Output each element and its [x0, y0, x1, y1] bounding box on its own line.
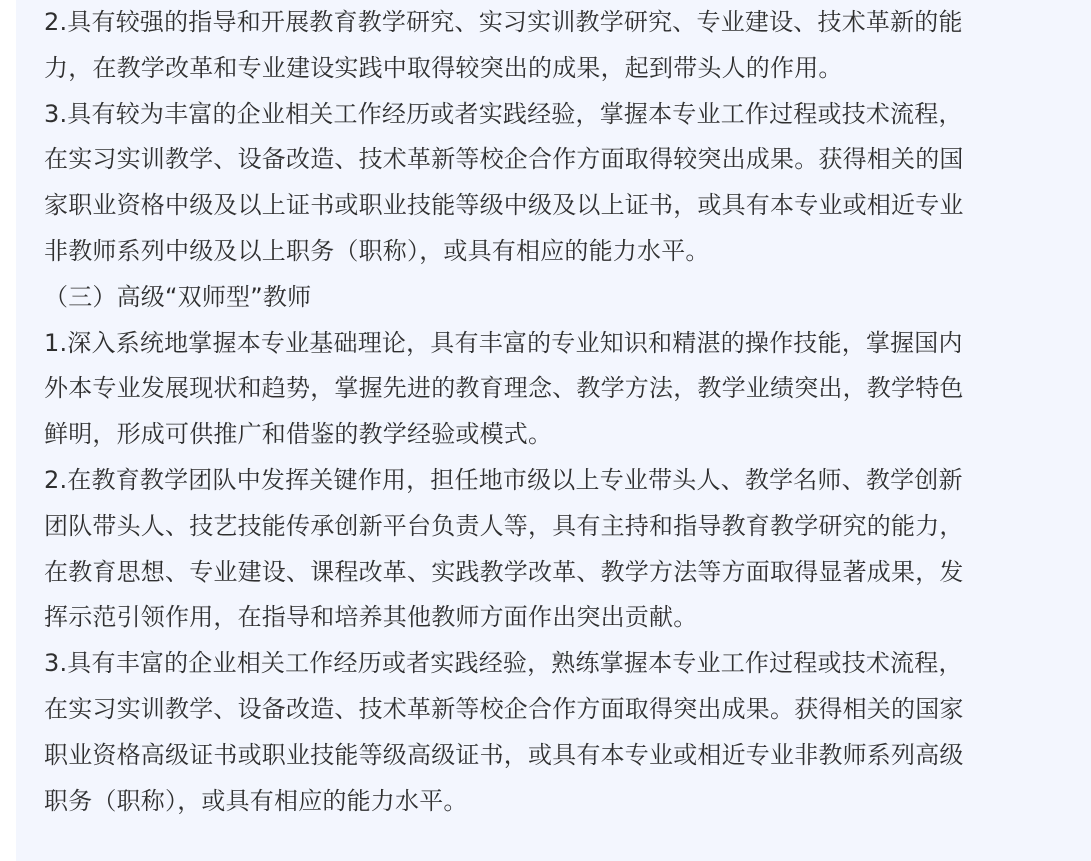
text-line: 2.在教育教学团队中发挥关键作用，担任地市级以上专业带头人、教学名师、教学创新 — [44, 465, 963, 494]
text-line: 2.具有较强的指导和开展教育教学研究、实习实训教学研究、专业建设、技术革新的能 — [44, 8, 963, 36]
text-line: 挥示范引领作用，在指导和培养其他教师方面作出突出贡献。 — [44, 603, 698, 632]
text-line: 3.具有丰富的企业相关工作经历或者实践经验，熟练掌握本专业工作过程或技术流程， — [44, 649, 963, 678]
content-panel — [16, 0, 1091, 861]
text-line: 非教师系列中级及以上职务（职称），或具有相应的能力水平。 — [44, 236, 710, 265]
text-line: 职务（职称），或具有相应的能力水平。 — [44, 786, 468, 815]
section-heading: （三）高级“双师型”教师 — [44, 282, 312, 311]
text-line: 职业资格高级证书或职业技能等级高级证书，或具有本专业或相近专业非教师系列高级 — [44, 740, 964, 769]
text-line: 3.具有较为丰富的企业相关工作经历或者实践经验，掌握本专业工作过程或技术流程， — [44, 99, 963, 128]
text-line: 家职业资格中级及以上证书或职业技能等级中级及以上证书，或具有本专业或相近专业 — [44, 191, 964, 220]
text-line: 外本专业发展现状和趋势，掌握先进的教育理念、教学方法，教学业绩突出，教学特色 — [44, 374, 964, 403]
text-line: 在实习实训教学、设备改造、技术革新等校企合作方面取得突出成果。获得相关的国家 — [44, 694, 964, 723]
text-line: 团队带头人、技艺技能传承创新平台负责人等，具有主持和指导教育教学研究的能力， — [44, 511, 964, 540]
text-line: 鲜明，形成可供推广和借鉴的教学经验或模式。 — [44, 420, 553, 449]
text-line: 在教育思想、专业建设、课程改革、实践教学改革、教学方法等方面取得显著成果，发 — [44, 557, 964, 586]
text-line: 在实习实训教学、设备改造、技术革新等校企合作方面取得较突出成果。获得相关的国 — [44, 145, 964, 174]
text-line: 力，在教学改革和专业建设实践中取得较突出的成果，起到带头人的作用。 — [44, 53, 843, 82]
article-body — [44, 0, 1064, 824]
text-line: 1.深入系统地掌握本专业基础理论，具有丰富的专业知识和精湛的操作技能，掌握国内 — [44, 328, 963, 357]
